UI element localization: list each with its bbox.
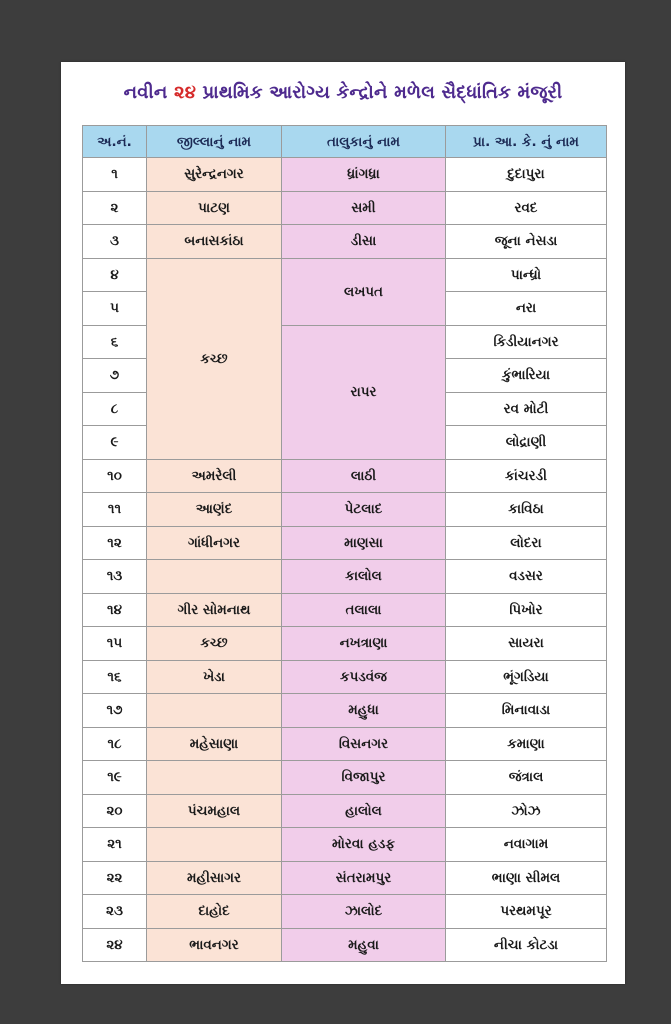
district-name: પાટણ xyxy=(147,191,282,225)
table-row xyxy=(83,191,607,225)
document-sheet xyxy=(61,62,625,984)
phc-table xyxy=(82,125,607,962)
taluka-name: ધ્રાંગધ્રા xyxy=(282,158,446,192)
phc-name: ભૂંગડિયા xyxy=(446,660,607,694)
serial-no: ૨ xyxy=(83,191,147,225)
table-row xyxy=(83,694,607,728)
district-name: કચ્છ xyxy=(147,258,282,459)
header-serial-no: અ.નં. xyxy=(83,126,147,158)
serial-no: ૪ xyxy=(83,258,147,292)
district-name: દાહોદ xyxy=(147,895,282,929)
serial-no: ૧૧ xyxy=(83,493,147,527)
taluka-name: લખપત xyxy=(282,258,446,325)
district-name: ભાવનગર xyxy=(147,928,282,962)
table-row xyxy=(83,794,607,828)
district-name: આણંદ xyxy=(147,493,282,527)
taluka-name: રાપર xyxy=(282,325,446,459)
phc-name: નવાગામ xyxy=(446,828,607,862)
table-row xyxy=(83,660,607,694)
district-name: કચ્છ xyxy=(147,627,282,661)
phc-name: રવ મોટી xyxy=(446,392,607,426)
taluka-name: વિસનગર xyxy=(282,727,446,761)
phc-name: કાવિઠા xyxy=(446,493,607,527)
serial-no: ૯ xyxy=(83,426,147,460)
phc-name: નરા xyxy=(446,292,607,326)
serial-no: ૨૧ xyxy=(83,828,147,862)
taluka-name: નખત્રાણા xyxy=(282,627,446,661)
phc-name: જૂના નેસડા xyxy=(446,225,607,259)
taluka-name: વિજાપુર xyxy=(282,761,446,795)
phc-name: કુંભારિયા xyxy=(446,359,607,393)
title-prefix: નવીન xyxy=(123,82,168,103)
table-row xyxy=(83,895,607,929)
phc-name: પિખોર xyxy=(446,593,607,627)
taluka-name: કાલોલ xyxy=(282,560,446,594)
table-row xyxy=(83,928,607,962)
taluka-name: સંતરામપુર xyxy=(282,861,446,895)
table-header-row xyxy=(83,126,607,158)
taluka-name: લાઠી xyxy=(282,459,446,493)
taluka-name: કપડવંજ xyxy=(282,660,446,694)
serial-no: ૧૬ xyxy=(83,660,147,694)
table-row xyxy=(83,225,607,259)
district-name: ખેડા xyxy=(147,660,282,694)
phc-name: સાયરા xyxy=(446,627,607,661)
table-row xyxy=(83,493,607,527)
serial-no: ૨૨ xyxy=(83,861,147,895)
table-row xyxy=(83,727,607,761)
phc-name: પરથમપૂર xyxy=(446,895,607,929)
district-name xyxy=(147,560,282,594)
serial-no: ૫ xyxy=(83,292,147,326)
phc-name: પાન્ધ્રો xyxy=(446,258,607,292)
taluka-name: મહુવા xyxy=(282,928,446,962)
header-district-name: જીલ્લાનું નામ xyxy=(147,126,282,158)
serial-no: ૩ xyxy=(83,225,147,259)
district-name: ગીર સોમનાથ xyxy=(147,593,282,627)
title-suffix: પ્રાથમિક આરોગ્ય કેન્દ્રોને મળેલ સૈદ્ધાંતિક મંજૂરી xyxy=(202,82,563,103)
serial-no: ૧૦ xyxy=(83,459,147,493)
taluka-name: સમી xyxy=(282,191,446,225)
table-row xyxy=(83,828,607,862)
table-row xyxy=(83,526,607,560)
taluka-name: પેટલાદ xyxy=(282,493,446,527)
serial-no: ૮ xyxy=(83,392,147,426)
taluka-name: ઝાલોદ xyxy=(282,895,446,929)
district-name: મહીસાગર xyxy=(147,861,282,895)
header-taluka-name: તાલુકાનું નામ xyxy=(282,126,446,158)
table-row xyxy=(83,560,607,594)
taluka-name: મોરવા હડફ xyxy=(282,828,446,862)
serial-no: ૧૩ xyxy=(83,560,147,594)
phc-name: કિડીયાનગર xyxy=(446,325,607,359)
phc-name: કાંચરડી xyxy=(446,459,607,493)
taluka-name: માણસા xyxy=(282,526,446,560)
taluka-name: મહુધા xyxy=(282,694,446,728)
table-row xyxy=(83,761,607,795)
phc-name: રવદ xyxy=(446,191,607,225)
phc-name: મિનાવાડા xyxy=(446,694,607,728)
district-name: ગાંધીનગર xyxy=(147,526,282,560)
table-row xyxy=(83,459,607,493)
taluka-name: ડીસા xyxy=(282,225,446,259)
table-row xyxy=(83,158,607,192)
district-name: સુરેન્દ્રનગર xyxy=(147,158,282,192)
serial-no: ૭ xyxy=(83,359,147,393)
phc-name: વડસર xyxy=(446,560,607,594)
phc-name: લોદરા xyxy=(446,526,607,560)
phc-name: જંત્રાલ xyxy=(446,761,607,795)
district-name xyxy=(147,828,282,862)
serial-no: ૨૩ xyxy=(83,895,147,929)
serial-no: ૧૮ xyxy=(83,727,147,761)
table-row xyxy=(83,627,607,661)
taluka-name: હાલોલ xyxy=(282,794,446,828)
phc-name: કમાણા xyxy=(446,727,607,761)
phc-name: લોદ્રાણી xyxy=(446,426,607,460)
serial-no: ૨૦ xyxy=(83,794,147,828)
table-row xyxy=(83,258,607,292)
district-name: મહેસાણા xyxy=(147,727,282,761)
taluka-name: તલાલા xyxy=(282,593,446,627)
phc-name: ભાણા સીમલ xyxy=(446,861,607,895)
district-name: પંચમહાલ xyxy=(147,794,282,828)
table-row xyxy=(83,861,607,895)
serial-no: ૧૭ xyxy=(83,694,147,728)
serial-no: ૧ xyxy=(83,158,147,192)
serial-no: ૨૪ xyxy=(83,928,147,962)
district-name xyxy=(147,694,282,728)
district-name: અમરેલી xyxy=(147,459,282,493)
document-title xyxy=(61,82,625,103)
serial-no: ૧૪ xyxy=(83,593,147,627)
serial-no: ૧૯ xyxy=(83,761,147,795)
district-name: બનાસકાંઠા xyxy=(147,225,282,259)
header-phc-name: પ્રા. આ. કે. નું નામ xyxy=(446,126,607,158)
district-name xyxy=(147,761,282,795)
phc-name: નીચા કોટડા xyxy=(446,928,607,962)
title-number: ૨૪ xyxy=(173,82,197,103)
phc-name: ઝોઝ xyxy=(446,794,607,828)
phc-name: દુદાપુરા xyxy=(446,158,607,192)
serial-no: ૧૫ xyxy=(83,627,147,661)
serial-no: ૧૨ xyxy=(83,526,147,560)
serial-no: ૬ xyxy=(83,325,147,359)
table-row xyxy=(83,593,607,627)
